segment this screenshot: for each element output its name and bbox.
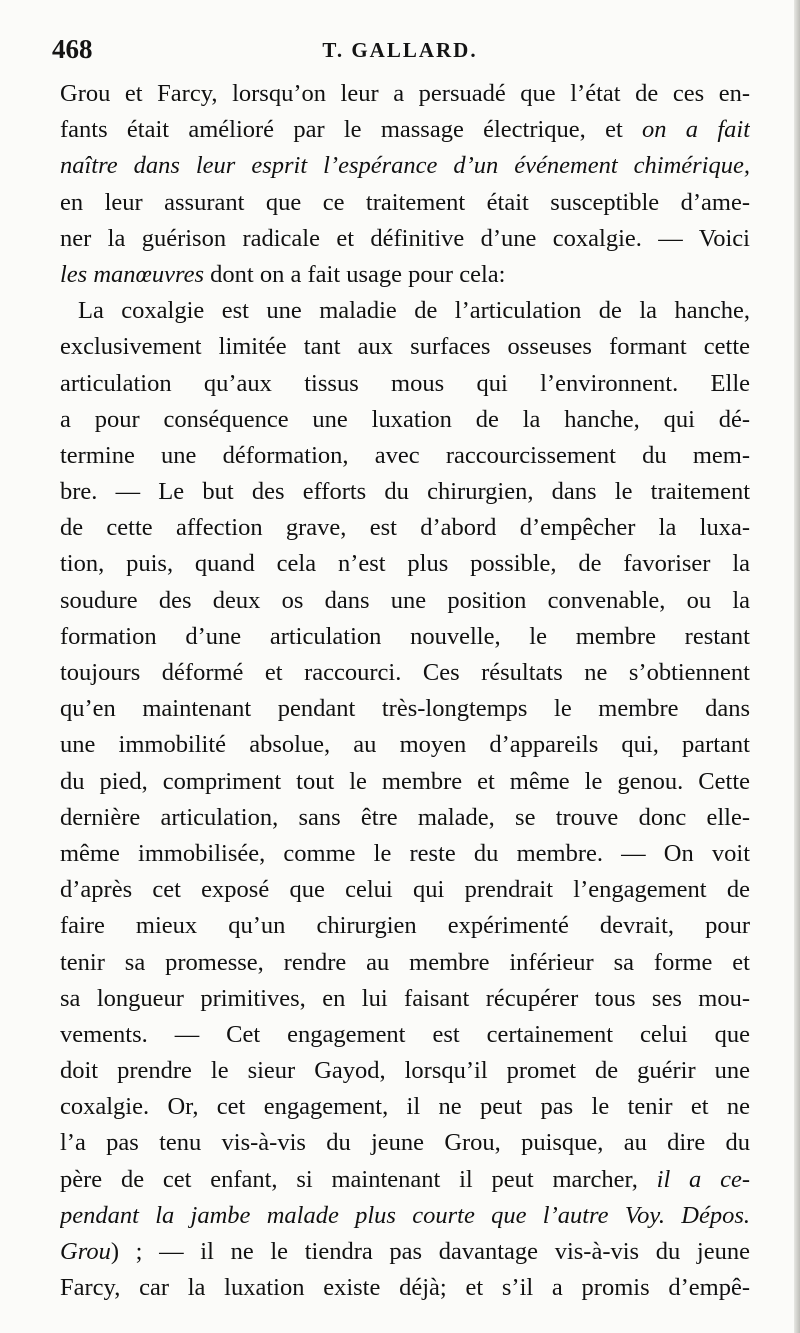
text-line: les manœuvres dont on a fait usage pour cela: xyxy=(60,260,506,288)
text-line: dernière articulation, sans être malade, se trouve donc elle- xyxy=(60,803,750,831)
text-line: l’a pas tenu vis-à-vis du jeune Grou, puisque, au dire du xyxy=(60,1129,750,1157)
text-line: du pied, compriment tout le membre et même le genou. Cette xyxy=(60,767,750,795)
page-number: 468 xyxy=(52,34,93,64)
text-line: Farcy, car la luxation existe déjà; et s’il a promis d’empê- xyxy=(60,1274,750,1302)
text-line: sa longueur primitives, en lui faisant récupérer tous ses mou- xyxy=(60,984,750,1012)
text-line: de cette affection grave, est d’abord d’empêcher la luxa- xyxy=(60,514,750,542)
text-line: en leur assurant que ce traitement était susceptible d’ame- xyxy=(60,188,750,216)
running-head: T. GALLARD. xyxy=(322,38,478,62)
text-line: père de cet enfant, si maintenant il peut marcher, il a ce- xyxy=(60,1165,750,1193)
text-line: bre. — Le but des efforts du chirurgien, dans le traitement xyxy=(60,478,750,506)
text-line: formation d’une articulation nouvelle, le membre restant xyxy=(60,622,750,650)
text-line: a pour conséquence une luxation de la hanche, qui dé- xyxy=(60,405,750,433)
body-text xyxy=(60,76,750,1306)
text-line: soudure des deux os dans une position convenable, ou la xyxy=(60,586,750,614)
text-line: coxalgie. Or, cet engagement, il ne peut pas le tenir et ne xyxy=(60,1093,750,1121)
text-line: pendant la jambe malade plus courte que l’autre Voy. Dépos. xyxy=(60,1201,750,1229)
text-line: La coxalgie est une maladie de l’articulation de la hanche, xyxy=(78,297,750,325)
text-line: ner la guérison radicale et définitive d’une coxalgie. — Voici xyxy=(60,224,750,252)
text-line: Grou) ; — il ne le tiendra pas davantage vis-à-vis du jeune xyxy=(60,1238,750,1265)
text-line: articulation qu’aux tissus mous qui l’environnent. Elle xyxy=(60,369,750,397)
text-line: naître dans leur esprit l’espérance d’un événement chimérique, xyxy=(60,152,750,180)
text-line: tenir sa promesse, rendre au membre inférieur sa forme et xyxy=(60,948,750,976)
text-line: tion, puis, quand cela n’est plus possible, de favoriser la xyxy=(60,550,750,578)
text-line: termine une déformation, avec raccourcissement du mem- xyxy=(60,441,750,469)
text-line: qu’en maintenant pendant très-longtemps le membre dans xyxy=(60,695,750,723)
text-line: une immobilité absolue, au moyen d’appareils qui, partant xyxy=(60,731,750,759)
text-line: d’après cet exposé que celui qui prendrait l’engagement de xyxy=(60,876,750,904)
text-line: faire mieux qu’un chirurgien expérimenté devrait, pour xyxy=(60,912,750,940)
text-line: fants était amélioré par le massage électrique, et on a fait xyxy=(60,116,750,144)
text-line: vements. — Cet engagement est certainement celui que xyxy=(60,1020,750,1048)
page-edge-shadow xyxy=(794,0,800,1333)
text-line: doit prendre le sieur Gayod, lorsqu’il promet de guérir une xyxy=(60,1057,750,1085)
page-header xyxy=(52,34,748,68)
text-line: même immobilisée, comme le reste du membre. — On voit xyxy=(60,839,750,867)
text-line: Grou et Farcy, lorsqu’on leur a persuadé que l’état de ces en- xyxy=(60,80,750,107)
text-line: toujours déformé et raccourci. Ces résultats ne s’obtiennent xyxy=(60,659,750,686)
text-line: exclusivement limitée tant aux surfaces osseuses formant cette xyxy=(60,333,750,361)
